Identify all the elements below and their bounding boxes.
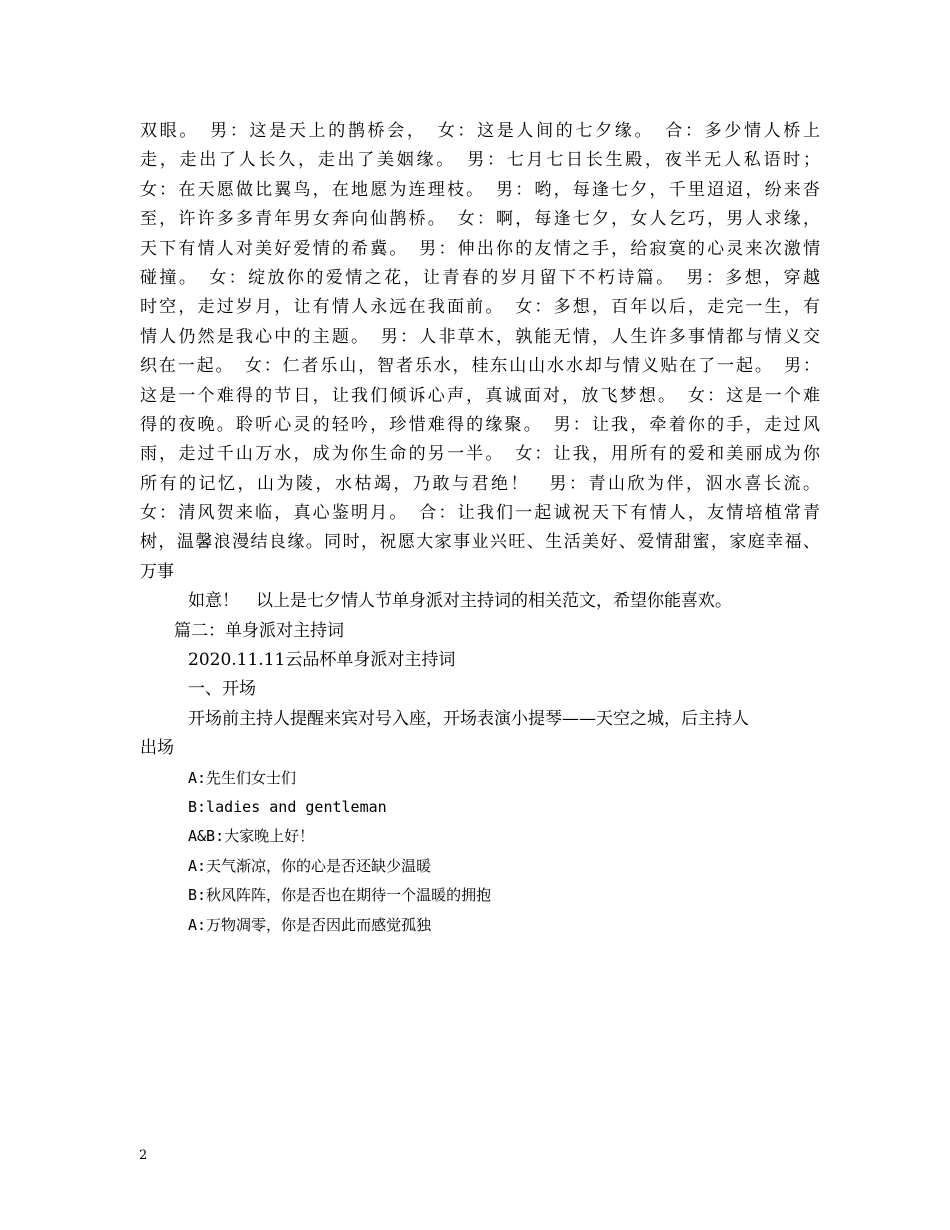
text-line: 情人仍然是我心中的主题。 男：人非草木，孰能无情，人生许多事情都与情义交 [140, 326, 820, 347]
text-line: 得的夜晚。聆听心灵的轻吟，珍惜难得的缘聚。 男：让我，牵着你的手，走过风 [140, 414, 820, 435]
text-line: 所有的记忆，山为陵，水枯竭，乃敢与君绝！ 男：青山欣为伴，泅水喜长流。 [140, 473, 820, 494]
text-line: 女：清风贺来临，真心鉴明月。 合：让我们一起诚祝天下有情人，友情培植常青 [140, 503, 820, 524]
text-line: 女：在天愿做比翼鸟，在地愿为连理枝。 男：哟，每逢七夕，千里迢迢，纷来沓 [140, 179, 820, 200]
dialogue-line: A:先生们女士们 [188, 768, 297, 787]
section-heading: 一、开场 [188, 679, 256, 700]
intro-line: 出场 [140, 738, 174, 759]
dialogue-line: B:秋风阵阵，你是否也在期待一个温暖的拥抱 [188, 886, 492, 905]
dialogue-line: B:ladies and gentleman [188, 797, 387, 816]
text-line: 走，走出了人长久，走出了美姻缘。 男：七月七日长生殿，夜半无人私语时； [140, 150, 820, 171]
page-number: 2 [139, 1148, 148, 1163]
text-line: 雨，走过千山万水，成为你生命的另一半。 女：让我，用所有的爱和美丽成为你 [140, 444, 820, 465]
part-title: 篇二：单身派对主持词 [174, 620, 344, 641]
text-line: 天下有情人对美好爱情的希冀。 男：伸出你的友情之手，给寂寞的心灵来次激情 [140, 238, 820, 259]
dialogue-line: A:天气渐凉，你的心是否还缺少温暖 [188, 856, 432, 875]
text-line: 织在一起。 女：仁者乐山，智者乐水，桂东山山水水却与情义贴在了一起。 男： [140, 356, 820, 377]
text-line: 万事 [140, 561, 174, 582]
text-line: 碰撞。 女：绽放你的爱情之花，让青春的岁月留下不朽诗篇。 男：多想，穿越 [140, 267, 820, 288]
text-line: 这是一个难得的节日，让我们倾诉心声，真诚面对，放飞梦想。 女：这是一个难 [140, 385, 820, 406]
document-subtitle: 2020.11.11云品杯单身派对主持词 [188, 650, 456, 671]
closing-line: 如意！ 以上是七夕情人节单身派对主持词的相关范文，希望你能喜欢。 [188, 591, 732, 612]
text-line: 双眼。 男：这是天上的鹊桥会， 女：这是人间的七夕缘。 合：多少情人桥上 [140, 121, 820, 141]
text-line: 至，许许多多青年男女奔向仙鹊桥。 女：啊，每逢七夕，女人乞巧，男人求缘， [140, 209, 820, 230]
text-line: 树，温馨浪漫结良缘。同时，祝愿大家事业兴旺、生活美好、爱情甜蜜，家庭幸福、 [140, 532, 820, 553]
document-body [140, 117, 820, 940]
intro-line: 开场前主持人提醒来宾对号入座，开场表演小提琴——天空之城，后主持人 [188, 708, 749, 729]
text-line: 时空，走过岁月，让有情人永远在我面前。 女：多想，百年以后，走完一生，有 [140, 297, 820, 318]
dialogue-line: A&B:大家晚上好！ [188, 827, 315, 846]
dialogue-line: A:万物凋零，你是否因此而感觉孤独 [188, 915, 432, 934]
